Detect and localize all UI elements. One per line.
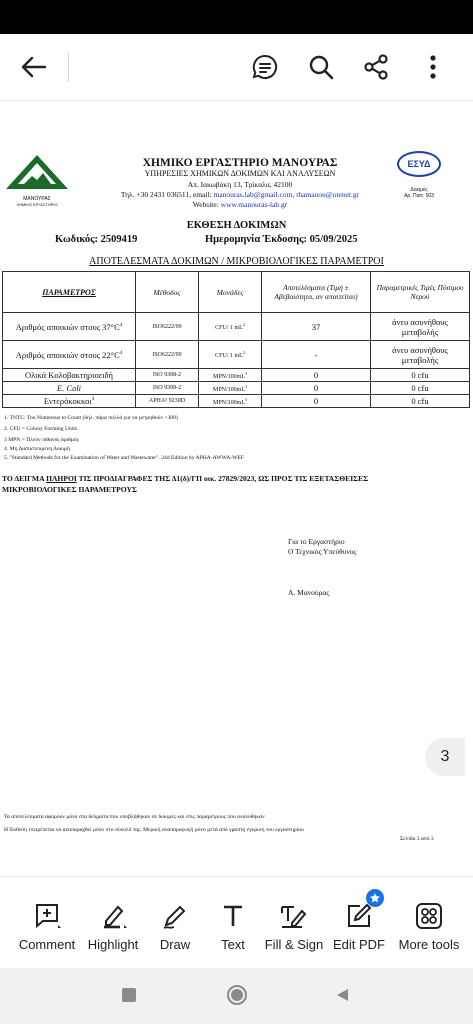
- result-cell: 0: [262, 382, 371, 395]
- comment-list-icon[interactable]: [248, 50, 282, 84]
- method-cell: APHA⁵ 9230D: [136, 395, 199, 408]
- text-tool[interactable]: [198, 901, 268, 952]
- param-cell: Εντερόκοκκοι$^4$: [3, 395, 136, 408]
- limit-cell: 0 cfu: [371, 382, 470, 395]
- report-code: Κωδικός: 2509419: [55, 234, 138, 245]
- col-header: Μέθοδος: [136, 272, 199, 313]
- table-header-row: [3, 272, 470, 313]
- pdf-page[interactable]: [0, 101, 473, 875]
- result-cell: 0: [262, 395, 371, 408]
- limit-cell: άνευ ασυνήθους μεταβολής: [371, 341, 470, 369]
- lab-address: Απ. Ιακωβάκη 13, Τρίκαλα, 42100: [187, 180, 293, 189]
- lab-website: Website: www.manouras-lab.gr: [192, 200, 288, 209]
- recents-square-icon[interactable]: [122, 988, 136, 1002]
- fill-sign-icon: [278, 901, 310, 936]
- website-link[interactable]: www.manouras-lab.gr: [220, 200, 288, 209]
- col-header: ΠΑΡΑΜΕΤΡΟΣ: [3, 272, 136, 313]
- tool-label: Draw: [159, 937, 191, 952]
- method-cell: ISO 9308-2: [136, 369, 199, 382]
- tool-label: Highlight: [87, 937, 139, 952]
- table-row: [3, 395, 470, 408]
- email-link-1[interactable]: manouras.lab@gmail.com: [213, 190, 293, 199]
- fill-sign-tool[interactable]: [259, 901, 329, 952]
- limit-cell: 0 cfu: [371, 369, 470, 382]
- method-cell: ISO6222/99: [136, 341, 199, 369]
- edit-toolbar: [0, 876, 473, 969]
- email-link-2[interactable]: thamanou@otenet.gr: [296, 190, 360, 199]
- table-row: [3, 369, 470, 382]
- note-5: 5. "Standard Methods for the Examination of Water and Wastewater". 24d Edition by APHA-AWWA-WEF: [4, 455, 244, 461]
- param-cell: Αριθμός αποικιών στους $22^\circ C^4$: [3, 341, 136, 369]
- more-tools[interactable]: [390, 901, 468, 952]
- lab-contact: Τηλ. +30 2431 036511, email: manouras.lab@gmail.com, thamanou@otenet.gr: [120, 190, 360, 199]
- tool-label: More tools: [398, 937, 460, 952]
- report-title: ΕΚΘΕΣΗ ΔΟΚΙΜΩΝ: [186, 220, 287, 231]
- results-table: [2, 271, 470, 408]
- result-cell: 0: [262, 369, 371, 382]
- table-row: [3, 382, 470, 395]
- share-icon[interactable]: [359, 50, 393, 84]
- lab-subtitle: ΥΠΗΡΕΣΙΕΣ ΧΗΜΙΚΩΝ ΔΟΚΙΜΩΝ ΚΑΙ ΑΝΑΛΥΣΕΩΝ: [144, 169, 336, 178]
- back-triangle-icon[interactable]: [334, 987, 350, 1003]
- units-cell: CFU/ 1 $mL^2$: [199, 313, 262, 341]
- page-number: Σελίδα 3 από 3: [400, 836, 434, 842]
- limit-cell: 0 cfu: [371, 395, 470, 408]
- col-header: Μονάδες: [199, 272, 262, 313]
- footer-disclaimer-2: Η Έκθεση επιτρέπεται να αναπαραχθεί μόνο στο σύνολό της. Μερική αναπαραγωγή μόνο μετά από γραπτή έγκριση του εργαστηρίου: [4, 827, 304, 833]
- results-heading: ΑΠΟΤΕΛΕΣΜΑΤΑ ΔΟΚΙΜΩΝ / ΜΙΚΡΟΒΙΟΛΟΓΙΚΕΣ ΠΑΡΑΜΕΤΡΟΙ: [89, 256, 384, 267]
- more-tools-grid-icon: [415, 902, 443, 935]
- esyd-logo: [392, 151, 446, 199]
- accreditation-label: Δοκιμές: [410, 187, 428, 193]
- status-bar: [0, 0, 473, 34]
- lab-title: ΧΗΜΙΚΟ ΕΡΓΑΣΤΗΡΙΟ ΜΑΝΟΥΡΑΣ: [142, 157, 338, 169]
- system-nav-bar: [0, 968, 473, 1024]
- issue-date: Ημερομηνία Έκδοσης: 05/09/2025: [205, 234, 358, 245]
- units-cell: MPN/$100mL^3$: [199, 382, 262, 395]
- edit-pdf-tool[interactable]: [324, 901, 394, 952]
- divider: [68, 52, 69, 82]
- units-cell: MPN/$100mL^3$: [199, 369, 262, 382]
- note-4: 4. Μη Διαπιστευμένη Δοκιμή: [4, 446, 70, 452]
- more-vert-icon[interactable]: [416, 50, 450, 84]
- note-2: 2. CFU = Colony Forming Units: [4, 426, 78, 432]
- text-icon: [221, 903, 245, 934]
- page-indicator[interactable]: 3: [425, 738, 465, 776]
- app-bar: [0, 34, 473, 101]
- highlight-pen-icon: [98, 901, 128, 936]
- comment-tool[interactable]: [12, 901, 82, 952]
- table-row: [3, 313, 470, 341]
- comment-add-icon: [32, 901, 62, 936]
- accreditation-number: Αρ. Πιστ. 503: [404, 193, 434, 199]
- conclusion: ΤΟ ΔΕΙΓΜΑ ΠΛΗΡΟΙ ΤΙΣ ΠΡΟΔΙΑΓΡΑΦΕΣ ΤΗΣ Δ1(δ)/ΓΠ οικ. 27829/2023, ΩΣ ΠΡΟΣ ΤΙΣ ΕΞΕΤΑΣΘΕΙΣΕΣ ΜΙΚΡΟΒΙΟΛΟΓΙΚΕΣ ΠΑΡΑΜΕΤΡΟΥΣ: [2, 474, 369, 494]
- note-3: 3 MPN = Πλέον πιθανός αριθμός: [4, 437, 79, 443]
- units-cell: CFU/ 1 $mL^2$: [199, 341, 262, 369]
- tool-label: Comment: [18, 937, 76, 952]
- logo-caption-2: ΧΗΜΙΚΟ ΕΡΓΑΣΤΗΡΙΟ: [16, 202, 58, 207]
- param-cell: Αριθμός αποικιών στους $37^\circ C^4$: [3, 313, 136, 341]
- result-cell: -: [262, 341, 371, 369]
- method-cell: ISO6222/99: [136, 313, 199, 341]
- result-cell: 37: [262, 313, 371, 341]
- col-header: Αποτελέσματα (Τιμή ± Αβεβαιότητα, αν απαιτείται): [262, 272, 371, 313]
- draw-pen-icon: [160, 901, 190, 936]
- method-cell: ISO 9308-2: [136, 382, 199, 395]
- tool-label: Edit PDF: [332, 937, 385, 952]
- table-row: [3, 341, 470, 369]
- search-icon[interactable]: [304, 50, 338, 84]
- units-cell: MPN/$100mL^3$: [199, 395, 262, 408]
- logo-caption-1: ΜΑΝΟΥΡΑΣ: [23, 196, 51, 202]
- col-header: Παραμετρικές Τιμές Πόσιμου Νερού: [371, 272, 470, 313]
- premium-star-icon: [366, 889, 384, 907]
- signer-name: Α. Μανούρας: [288, 588, 330, 597]
- highlight-tool[interactable]: [78, 901, 148, 952]
- esyd-text: ΕΣΥΔ: [407, 159, 431, 169]
- footer-disclaimer-1: Τα αποτελέσματα αφορούν μόνο στα δείγματα που υποβλήθηκαν σε δοκιμές και στις παραμέτρους που αναλύθηκαν: [4, 814, 265, 820]
- tool-label: Text: [221, 937, 245, 952]
- param-cell: Ολικά Κολοβακτηριοειδή: [3, 369, 136, 382]
- note-1: 1. TNTC: Too Numerous to Count (δηλ. πάρα πολλά για να μετρηθούν >300): [4, 415, 178, 421]
- signer-role: Ο Τεχνικός Υπεύθυνος: [288, 547, 357, 556]
- home-circle-icon[interactable]: [226, 984, 248, 1006]
- tool-label: Fill & Sign: [264, 937, 324, 952]
- limit-cell: άνευ ασυνήθους μεταβολής: [371, 313, 470, 341]
- back-arrow-icon[interactable]: [17, 50, 51, 84]
- edit-pdf-icon: [344, 901, 374, 936]
- signer-for-lab: Για το Εργαστήριο: [288, 537, 345, 546]
- param-cell: E. Coli: [3, 382, 136, 395]
